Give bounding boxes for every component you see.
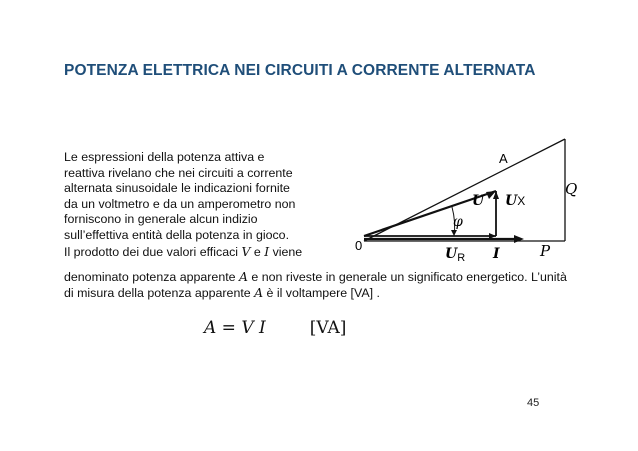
- slide-title: POTENZA ELETTRICA NEI CIRCUITI A CORRENTE ALTERNATA: [64, 62, 536, 79]
- apparent-power-formula: [204, 318, 346, 338]
- text-fragment: Il prodotto dei due valori efficaci: [64, 244, 242, 259]
- label-phi: φ: [453, 214, 463, 230]
- text-fragment: denominato potenza apparente: [64, 270, 239, 284]
- label-q: Q: [565, 180, 578, 198]
- text-line: alternata sinusoidale le indicazioni fornite: [64, 181, 290, 196]
- label-u: U: [472, 193, 485, 209]
- variable-v: V: [241, 243, 251, 259]
- intro-paragraph: [64, 150, 335, 260]
- text-line: da un voltmetro e da un amperometro non: [64, 196, 296, 211]
- formula-unit: [VA]: [309, 318, 347, 338]
- variable-i: I: [264, 243, 270, 259]
- text-line: forniscono in generale alcun indizio: [64, 212, 258, 227]
- text-line: Le espressioni della potenza attiva e: [64, 150, 265, 164]
- label-p: P: [540, 242, 551, 260]
- i-arrowhead: [514, 235, 524, 243]
- label-ux-sub: X: [517, 194, 526, 208]
- label-a: A: [499, 151, 508, 166]
- variable-a: A: [238, 269, 248, 284]
- continuation-paragraph: [64, 269, 579, 301]
- text-fragment: è il voltampere [VA] .: [263, 286, 380, 300]
- formula-expression: A = V I: [204, 318, 266, 338]
- label-ux-main: U: [505, 193, 518, 209]
- label-i: I: [493, 246, 500, 262]
- label-ur-sub: R: [457, 252, 466, 264]
- text-fragment: e non riveste in generale un significato energetico. L’unità di misura della potenza apparente: [64, 270, 567, 300]
- label-ur: [445, 246, 465, 264]
- text-line-last: [64, 244, 335, 261]
- text-line: reattiva rivelano che nei circuiti a corrente: [64, 165, 293, 180]
- label-origin: 0: [355, 238, 363, 253]
- text-line: sull’effettiva entità della potenza in gioco.: [64, 227, 290, 242]
- text-fragment: viene: [269, 244, 303, 259]
- label-ur-main: U: [445, 246, 458, 262]
- variable-a: A: [254, 285, 264, 300]
- page-number: 45: [527, 397, 540, 409]
- label-ux: [505, 193, 525, 209]
- text-fragment: e: [250, 244, 265, 259]
- power-triangle-diagram: [340, 130, 580, 270]
